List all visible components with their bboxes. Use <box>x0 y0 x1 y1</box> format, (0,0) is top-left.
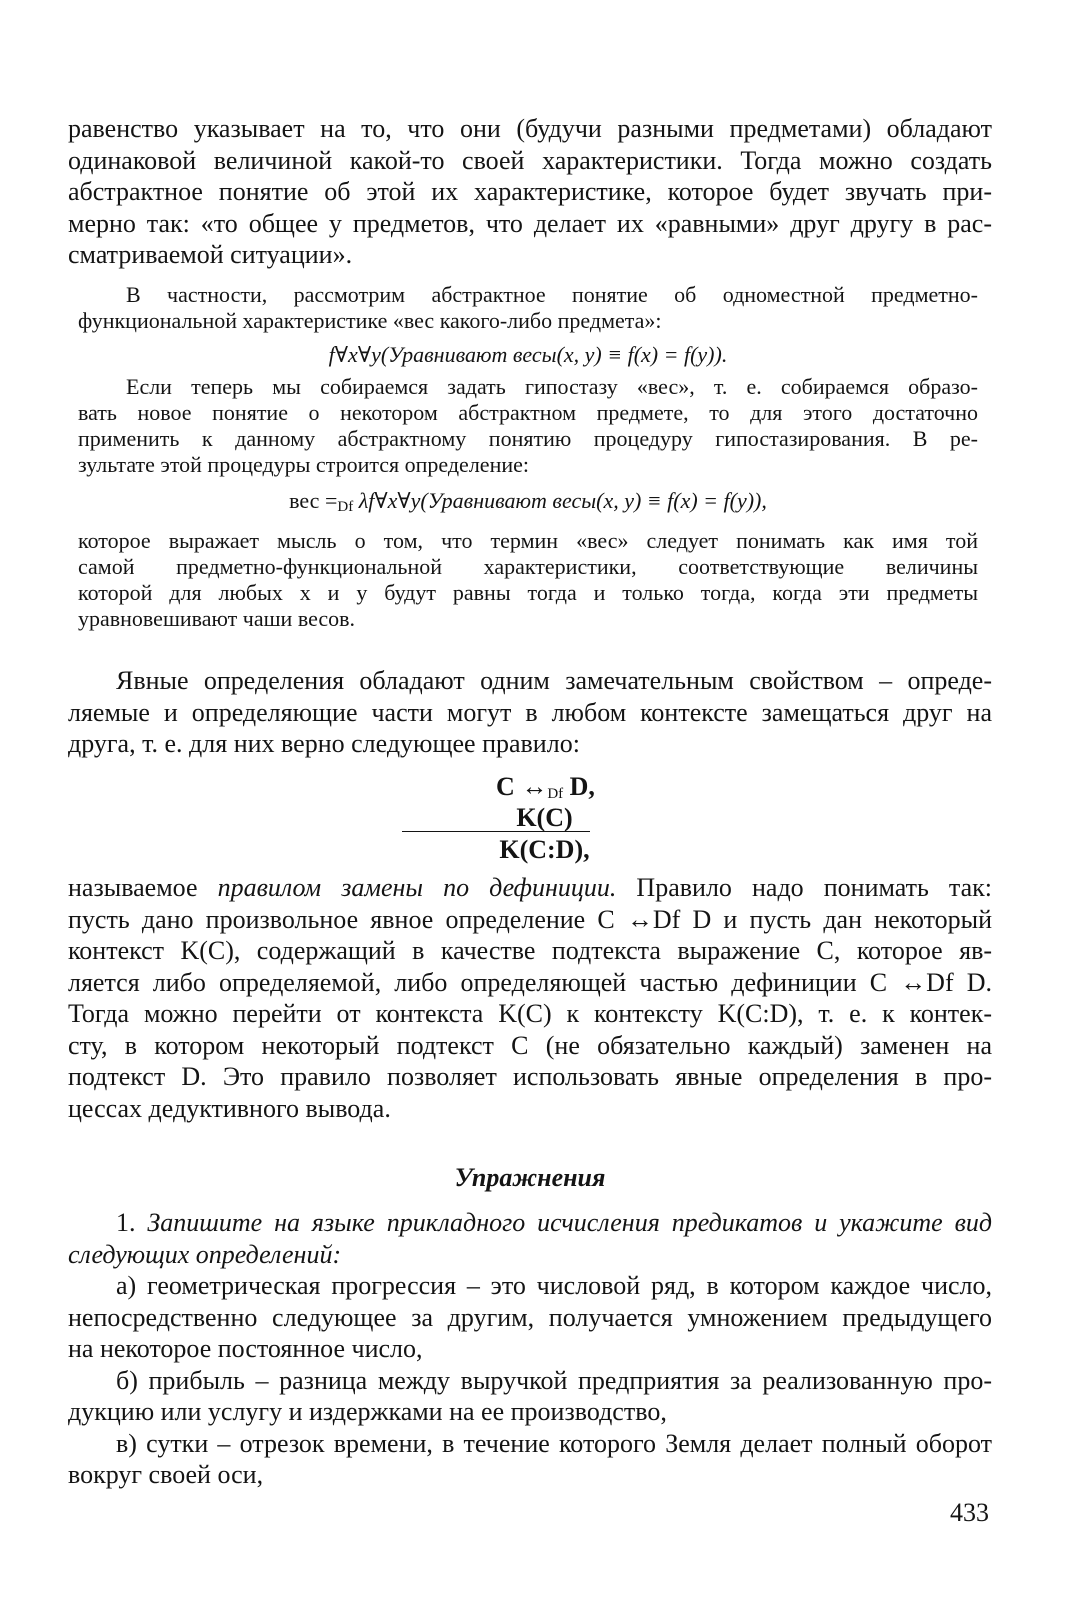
substitution-rule <box>0 772 1077 866</box>
text-line: пусть дано произвольное явное определение C ↔Df D и пусть дан некоторый <box>68 904 992 934</box>
text-line: применить к данному абстрактному понятию процедуру гипостазирования. В ре- <box>78 426 978 451</box>
text-line: сматриваемой ситуации». <box>68 240 353 269</box>
text-line: вать новое понятие о некотором абстрактном предмете, то для этого достаточно <box>78 400 978 425</box>
rule-text: C ↔ <box>496 772 548 801</box>
df-subscript: Df <box>547 786 564 802</box>
rule-premise-context: K(C) <box>516 803 573 832</box>
text-line: друга, т. е. для них верно следующее правило: <box>68 729 580 758</box>
page-number: 433 <box>950 1498 989 1527</box>
paragraph-explicit-definitions <box>68 665 992 760</box>
text-line: ляется либо определяемой, либо определяющей частью дефиниции C ↔Df D. <box>68 967 992 997</box>
exercises-heading <box>68 1162 992 1194</box>
text-line: контекст K(C), содержащий в качестве подтекста выражение C, которое яв- <box>68 936 992 965</box>
paragraph-continuation <box>68 113 992 271</box>
rule-premise-definition <box>0 772 1077 803</box>
text-part: Правило надо понимать так: <box>616 873 992 902</box>
text-line: мерно так: «то общее у предметов, что делает их «равными» друг другу в рас- <box>68 208 992 238</box>
df-subscript: Df <box>337 499 354 515</box>
section-heading: Упражнения <box>454 1163 606 1192</box>
formula-abstract-concept: f∀x∀y(Уравнивают весы(x, y) ≡ f(x) = f(y)). <box>328 342 728 367</box>
text-line: Явные определения обладают одним замечательным свойством – опреде- <box>116 666 992 695</box>
task-text-part: Запишите на языке прикладного исчисления предикатов и укажите вид <box>147 1208 993 1237</box>
text-line: равенство указывает на то, что они (будучи разными предметами) обладают <box>68 114 992 143</box>
inference-line <box>402 831 590 832</box>
text-line: подтекст D. Это правило позволяет использовать явные определения в про- <box>68 1062 992 1091</box>
text-line <box>68 872 992 904</box>
text-line: на некоторое постоянное число, <box>68 1334 423 1363</box>
formula-part: вес = <box>289 488 338 513</box>
text-line: В частности, рассмотрим абстрактное понятие об одноместной предметно- <box>126 282 978 307</box>
text-line: непосредственно следующее за другим, получается умножением предыдущего <box>68 1302 992 1332</box>
text-line: зультате этой процедуры строится определение: <box>78 452 529 477</box>
item-c: в) сутки – отрезок времени, в течение которого Земля делает полный оборот <box>116 1428 992 1458</box>
text-line: цессах дедуктивного вывода. <box>68 1093 391 1123</box>
text-line: которое выражает мысль о том, что термин «вес» следует понимать как имя той <box>78 528 978 553</box>
text-line: самой предметно-функциональной характеристики, соответствующие величины <box>78 554 978 579</box>
item-a: а) геометрическая прогрессия – это числовой ряд, в котором каждое число, <box>116 1271 992 1300</box>
text-line: сту, в котором некоторый подтекст C (не обязательно каждый) заменен на <box>68 1030 992 1060</box>
text-line: Если теперь мы собираемся задать гипостазу «вес», т. е. собираемся образо- <box>126 374 978 399</box>
text-line: уравновешивают чаши весов. <box>78 606 356 631</box>
item-b: б) прибыль – разница между выручкой предприятия за реализованную про- <box>116 1365 992 1395</box>
formula-part: λf∀x∀y(Уравнивают весы(x, y) ≡ f(x) = f(y)), <box>353 488 767 513</box>
text-line: функциональной характеристике «вес какого-либо предмета»: <box>78 308 662 333</box>
task-text: следующих определений: <box>68 1239 342 1269</box>
rule-text: D, <box>563 772 595 801</box>
text-line: дукцию или услугу и издержками на ее производство, <box>68 1397 667 1426</box>
text-line: вокруг своей оси, <box>68 1460 264 1489</box>
example-block <box>78 282 978 632</box>
text-line: Тогда можно перейти от контекста K(C) к контексту K(C:D), т. е. к контек- <box>68 999 992 1028</box>
paragraph-rule-explanation <box>68 872 992 1124</box>
text-line: абстрактное понятие об этой их характеристике, которое будет звучать при- <box>68 177 992 206</box>
formula-definition <box>78 488 978 520</box>
exercise-1 <box>68 1207 992 1491</box>
task-text <box>68 1207 992 1239</box>
rule-conclusion: K(C:D), <box>499 835 590 864</box>
text-line: ляемые и определяющие части могут в любом контексте замещаться друг на <box>68 697 992 727</box>
rule-name: правилом замены по дефиниции. <box>217 873 617 902</box>
text-line: которой для любых x и y будут равны тогда и только тогда, когда эти предметы <box>78 580 978 605</box>
task-number: 1. <box>116 1208 136 1237</box>
text-part: называемое <box>68 873 218 902</box>
text-line: одинаковой величиной какой-то своей характеристики. Тогда можно создать <box>68 145 992 175</box>
